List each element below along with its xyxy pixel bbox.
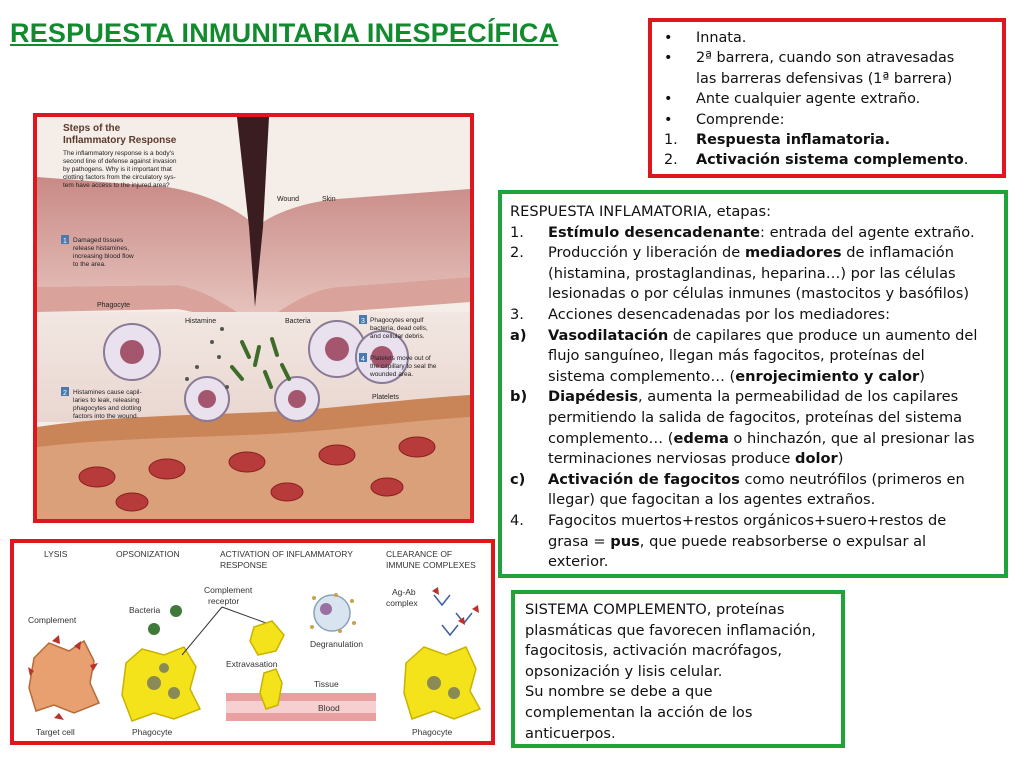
header-lysis: LYSIS xyxy=(44,549,68,559)
phagocyte-label: Phagocyte xyxy=(412,727,453,737)
step1-text: Damaged tissues xyxy=(73,237,124,244)
header-activation: RESPONSE xyxy=(220,560,268,570)
svg-text:2: 2 xyxy=(63,390,67,397)
list-item: • 2ª barrera, cuando son atravesadas las barreras defensivas (1ª barrera) xyxy=(664,50,955,87)
step4-text: the capillary to seal the xyxy=(370,363,437,370)
blood-vessel xyxy=(226,701,376,713)
receptor-label: Complement xyxy=(204,585,253,595)
phagocyte-label: Phagocyte xyxy=(97,302,131,309)
complement-system-box: SISTEMA COMPLEMENTO, proteínas plasmáticas que favorecen inflamación, fagocitosis, activación macrófagos, opsonización y lisis celular. Su nombre se debe a que complementan la acción de los anticuerpos. xyxy=(511,590,845,748)
list-item: 3. Acciones desencadenadas por los mediadores: xyxy=(510,305,891,323)
figure-heading-line2: Inflammatory Response xyxy=(63,135,177,146)
platelets-label: Platelets xyxy=(372,394,399,401)
mast-cell xyxy=(314,595,350,631)
header-activation: ACTIVATION OF INFLAMMATORY xyxy=(220,549,353,559)
extravasating-cell xyxy=(260,669,282,709)
figure-intro: tem have access to the injured area? xyxy=(63,182,170,189)
innate-summary-box xyxy=(648,18,1006,178)
step4-text: Platelets move out of xyxy=(370,355,431,362)
target-cell-label: Target cell xyxy=(36,727,75,737)
list-item: • Ante cualquier agente extraño. xyxy=(664,91,921,108)
bacteria-label: Bacteria xyxy=(285,318,311,325)
list-item: a) Vasodilatación de capilares que produce un aumento del flujo sanguíneo, llegan más fagocitos, proteínas del sistema complemento… (enrojecimiento y calor) xyxy=(510,326,978,385)
list-item: 1. Respuesta inflamatoria. xyxy=(664,132,891,149)
extravasation-label: Extravasation xyxy=(226,659,278,669)
list-item: 1. Estímulo desencadenante: entrada del agente extraño. xyxy=(510,223,975,241)
step4-text: wounded area. xyxy=(370,371,414,378)
agab-label: Ag-Ab xyxy=(392,587,416,597)
figure-intro: by pathogens. Why is it important that xyxy=(63,166,172,173)
svg-text:4: 4 xyxy=(361,356,365,363)
wound-label: Wound xyxy=(277,196,300,203)
list-item: b) Diapédesis, aumenta la permeabilidad de los capilares permitiendo la salida de fagocitos, proteínas del sistema complemento… (edema o hinchazón, que al presionar las terminaciones nerviosas produce dolor) xyxy=(510,388,975,468)
complement-functions-figure xyxy=(10,539,495,745)
step2-text: factors into the wound. xyxy=(73,413,139,420)
list-item: • Innata. xyxy=(664,30,747,46)
phagocyte-label: Phagocyte xyxy=(132,727,173,737)
innate-bullet-list xyxy=(660,28,994,130)
innate-numbered-list xyxy=(660,130,994,171)
bacterium xyxy=(148,623,160,635)
bacteria-label: Bacteria xyxy=(129,605,161,615)
histamine-label: Histamine xyxy=(185,318,217,325)
complement-illustration xyxy=(14,543,491,741)
step2-text: phagocytes and clotting xyxy=(73,405,142,412)
receptor-label: receptor xyxy=(208,596,240,606)
inflammatory-response-figure xyxy=(33,113,474,523)
phagocyte-cell xyxy=(122,647,200,721)
svg-text:1: 1 xyxy=(63,238,67,245)
phagocyte-cell xyxy=(404,647,480,719)
step3-text: bacteria, dead cells, xyxy=(370,325,428,332)
figure-intro: second line of defense against invasion xyxy=(63,158,177,165)
figure-intro: The inflammatory response is a body's xyxy=(63,150,175,157)
header-opsonization: OPSONIZATION xyxy=(116,549,180,559)
agab-label: complex xyxy=(386,598,418,608)
svg-text:3: 3 xyxy=(361,318,365,325)
list-item: 2. Producción y liberación de mediadores de inflamación (histamina, prostaglandinas, heparina…) por las células lesionadas o por células inmunes (mastocitos y basófilos) xyxy=(510,244,970,303)
skin-label: Skin xyxy=(322,196,336,203)
step3-text: and cellular debris. xyxy=(370,333,425,340)
list-item: 2. Activación sistema complemento. xyxy=(664,152,969,169)
step3-text: Phagocytes engulf xyxy=(370,317,424,324)
inflammatory-response-box xyxy=(498,190,1008,578)
complement-label: Complement xyxy=(28,615,77,625)
vessel-wall xyxy=(226,693,376,701)
header-clearance: CLEARANCE OF xyxy=(386,549,453,559)
list-item: 4. Fagocitos muertos+restos orgánicos+suero+restos de grasa = pus, que puede reabsorberse o expulsar al exterior. xyxy=(510,511,947,571)
section-heading: RESPUESTA INFLAMATORIA, etapas: xyxy=(510,203,771,220)
page-title: RESPUESTA INMUNITARIA INESPECÍFICA xyxy=(10,18,559,48)
list-item: • Comprende: xyxy=(664,111,785,128)
step2-text: Histamines cause capil- xyxy=(73,389,142,396)
list-item: c) Activación de fagocitos como neutrófilos (primeros en llegar) que fagocitan a los agentes extraños. xyxy=(510,470,965,509)
step2-text: laries to leak, releasing xyxy=(73,397,140,404)
figure-intro: clotting factors from the circulatory sys- xyxy=(63,174,176,181)
bacterium xyxy=(170,605,182,617)
vessel-wall xyxy=(226,713,376,721)
step1-text: increasing blood flow xyxy=(73,253,134,260)
degranulation-label: Degranulation xyxy=(310,639,363,649)
tissue-label: Tissue xyxy=(314,679,339,689)
header-clearance: IMMUNE COMPLEXES xyxy=(386,560,476,570)
figure-heading-line1: Steps of the xyxy=(63,123,121,134)
step1-text: release histamines, xyxy=(73,245,129,252)
step1-text: to the area. xyxy=(73,261,106,268)
inflammation-illustration xyxy=(37,117,470,519)
target-cell xyxy=(29,641,99,713)
blood-label: Blood xyxy=(318,703,340,713)
